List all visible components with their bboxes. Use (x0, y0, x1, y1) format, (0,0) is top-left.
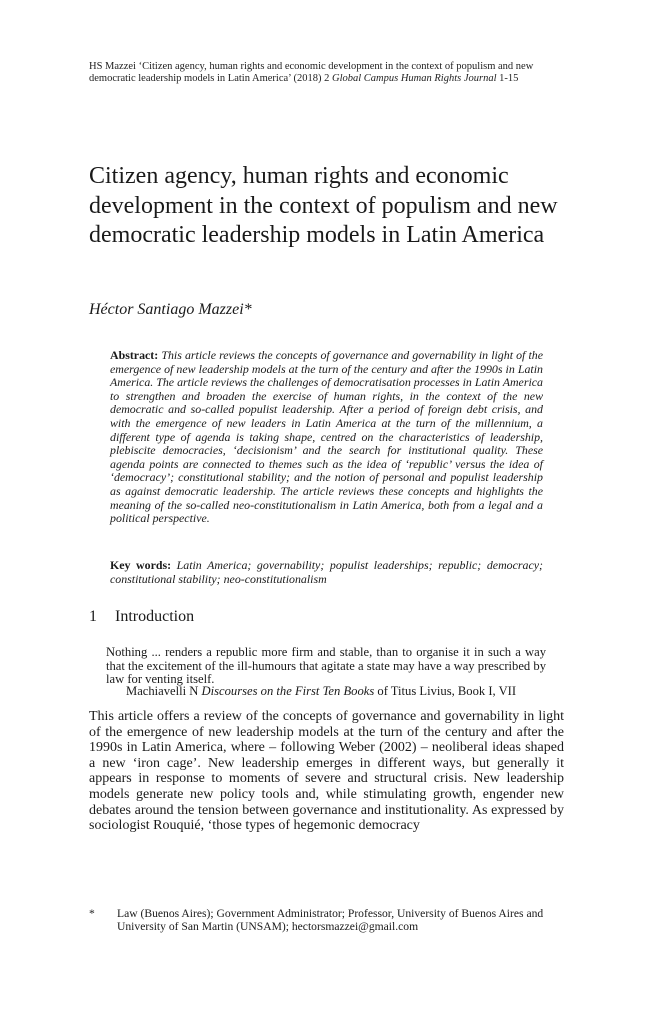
footnote-text: Law (Buenos Aires); Government Administrator; Professor, University of Buenos Aires and University of San Martin (UNSAM); hectorsmazzei@gmail.com (117, 907, 544, 933)
running-head-line2: democratic leadership models in Latin America’ (2018) 2 (89, 73, 332, 84)
running-head (89, 61, 569, 85)
running-head-line1: HS Mazzei ‘Citizen agency, human rights and economic development in the context of populism and new (89, 61, 534, 72)
keywords-text: Latin America; governability; populist leaderships; republic; democracy; constitutional stability; neo-constitutionalism (110, 558, 543, 586)
section-heading-introduction (89, 607, 569, 627)
abstract (110, 349, 543, 526)
epigraph-source-title: Discourses on the First Ten Books (201, 684, 375, 698)
body-paragraph: This article offers a review of the concepts of governance and governability in light of the emergence of new leadership models at the turn of the century and after the 1990s in Latin America, where – following Weber (2002) – neoliberal ideas shaped a new ‘iron cage’. New leadership emerges in different ways, but generally it appears in response to moments of severe and structural crisis. New leadership models generate new policy tools and, while stimulating growth, engender new debates around the tension between governance and institutionality. As expressed by sociologist Rouquié, ‘those types of hegemonic democracy (89, 709, 564, 834)
running-head-journal: Global Campus Human Rights Journal (331, 73, 497, 84)
epigraph-quote: Nothing ... renders a republic more firm and stable, than to organise it in such a way that the excitement of the ill-humours that agitate a state may have a way prescribed by law for venting itself. (106, 645, 546, 687)
epigraph-source (126, 685, 566, 699)
footnote (89, 908, 565, 933)
abstract-label: Abstract: (110, 348, 159, 362)
running-head-pages: 1-15 (496, 73, 519, 84)
keywords (110, 559, 543, 586)
section-number: 1 (89, 608, 97, 625)
abstract-text: This article reviews the concepts of governance and governability in light of the emergence of new leadership models at the turn of the century and after the 1990s in Latin America. The article reviews the challenges of democratisation processes in Latin America to strengthen and broaden the exercise of human rights, in the context of the new democratic and so-called populist leadership. After a period of foreign debt crisis, and with the emergence of new leaders in Latin America at the turn of the millennium, a different type of agenda is taking shape, centred on the characteristics of leadership, plebiscite democracies, ‘decisionism’ and the search for institutional quality. These agenda points are connected to themes such as the idea of ‘republic’ versus the idea of ‘democracy’; constitutional stability; and the notion of personal and populist leadership as against democratic leadership. The article reviews these concepts and highlights the meaning of the so-called neo-constitutionalism in Latin America, both from a legal and a political perspective. (110, 348, 544, 526)
epigraph-source-rest: of Titus Livius, Book I, VII (374, 684, 517, 698)
footnote-mark: * (89, 907, 95, 920)
article-title: Citizen agency, human rights and economic development in the context of populism and new democratic leadership models in Latin America (89, 163, 558, 248)
section-title: Introduction (115, 608, 195, 625)
epigraph-source-author: Machiavelli N (126, 684, 202, 698)
keywords-label: Key words: (110, 558, 172, 572)
article-author: Héctor Santiago Mazzei* (89, 301, 252, 318)
